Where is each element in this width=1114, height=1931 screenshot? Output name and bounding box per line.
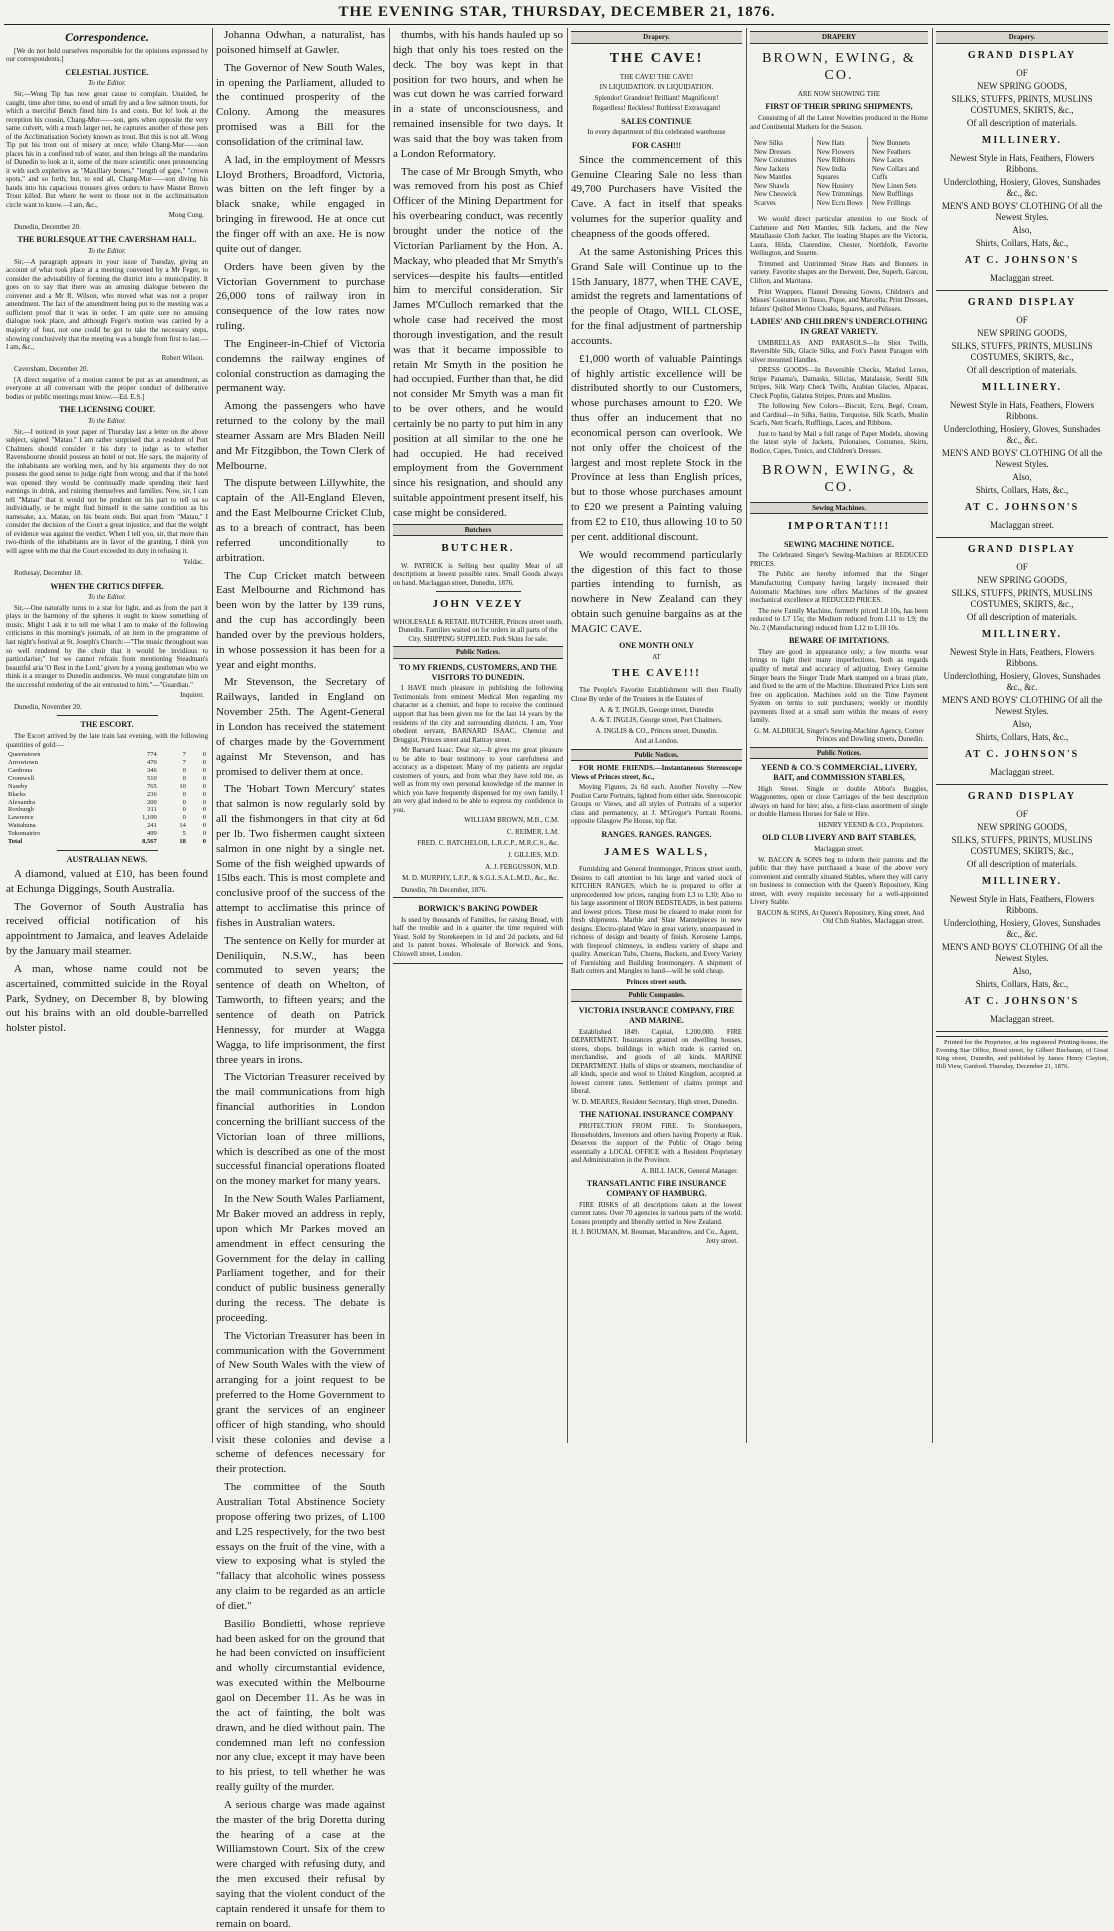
ad-line: Underclothing, Hosiery, Gloves, Sunshades &c., &c. xyxy=(943,423,1101,445)
johnson-ads xyxy=(936,50,1108,1033)
escort-value: 774 xyxy=(147,751,157,759)
trustee: A. & T. INGLIS, George street, Dunedin xyxy=(599,705,714,714)
letter-body: Sir,—I noticed in your paper of Thursday last a letter on the above subject, signed "Matau." I am rather surprised that a resident of Port Chalmers should consider it his duty to judge as to whether Ravensbourne should possess an hotel or not. He says, the majority of the inhabitants are working men, and by his arguments they do not possess the good sense to judge right from wrong; and that if the hotel was opened they would be continually made spending their hard earnings in drink, and ruining themselves and families. Now, sir, I can tell "Matau" that it would not be prudent on his part to tell us so individually, or he might find himself in the same condition as his namesake, a.s. Matau, on his beam ends. But apart from "Matau," I consider the decision of the Court a great injustice, and that the weight of evidence was against the verdict. When I tell you, sir, that more than two-thirds of the inhabitants are in favor of the granting, I think you will agree with me that the Court exceeded its duty in refusing it. xyxy=(6,427,208,555)
ad-line: In every department of this celebrated warehouse xyxy=(587,128,726,137)
news-item: The Governor of New South Wales, in opening the Parliament, alluded to the continued prosperity of the Colony. Among the measures promised was a Bill for the consolidation of the criminal law. xyxy=(216,61,385,148)
ad-line: Maclaggan street. xyxy=(990,766,1054,777)
ad-line: Maclaggan street. xyxy=(990,1014,1054,1025)
letter-body: Sir,—A paragraph appears in your issue of Tuesday, giving an account of what took place at a meeting convened by a Mr Feger, to consider the advisability of forming the district into a municipality. It goes on to say that there was an amusing dialogue between the convener and a Mr R. Wilson, who moved what was not a proper amendment. The fact of the amendment being put to the meeting was a sufficient proof that it was in order. I am quite sure no amusing dialogue took place, and although Feger's motion was carried by a majority of four, not one could be got to take the necessary steps, showing conclusively that the meeting was a bungle from first to last.—I am, &c., xyxy=(6,257,208,352)
news-item: The case of Mr Brough Smyth, who was removed from his post as Chief Officer of the Mining Department for his overbearing conduct, was recently brought under the notice of the Victorian Parliament by the Hon. A. Mackay, who pleaded that Mr Smyth's services—despite his faults—entitled him to merciful consideration. Sir James M'Culloch remarked that the whole case had received the most thorough investigation, and the result was that it became impossible to retain Mr Smyth in the position he had occupied. Further than that, he did not consider Mr Smyth was a man fit to be over others, and he would certainly be no party to put him in any position at all similar to the one he had occupied. He had received employment from the Government since his resignation, and should any suitable appointment present itself, his case might be considered. xyxy=(393,165,563,519)
trustee: And at London. xyxy=(634,737,679,746)
goods-item: New Silks xyxy=(754,139,783,148)
escort-place: Queenstown xyxy=(8,751,41,759)
goods-item: New Trimmings xyxy=(816,190,863,199)
letter-title: WHEN THE CRITICS DIFFER. xyxy=(50,581,164,591)
ad-line: OF xyxy=(1016,67,1028,78)
escort-place: Tokomairiro xyxy=(8,830,41,838)
ad-title: THE CAVE! xyxy=(609,50,704,66)
escort-value: 7 xyxy=(182,751,186,759)
escort-value: 311 xyxy=(147,806,157,814)
testimonial-date: Dunedin, 7th December, 1876. xyxy=(401,885,488,894)
escort-row xyxy=(6,751,208,759)
ad-line: ONE MONTH ONLY xyxy=(619,640,694,650)
news-item: A lad, in the employment of Messrs Lloyd Brothers, Broadford, Victoria, was bitten on the left finger by a black snake, while engaged in bringing in firewood. He at once cut the finger off with an axe. He is now quite out of danger. xyxy=(216,153,385,255)
escort-row xyxy=(6,806,208,814)
news-item: The dispute between Lillywhite, the captain of the All-England Eleven, and the East Melbourne Cricket Club, as to a breach of contract, has been referred unconditionally to arbitration. xyxy=(216,477,385,564)
ad-line: MEN'S AND BOYS' CLOTHING Of all the Newest Styles. xyxy=(941,694,1103,716)
ad-signature: H. J. BOUMAN, M. Bouman, Macandrew, and Co., Agent, Jetty street. xyxy=(571,1228,738,1245)
escort-row xyxy=(6,759,208,767)
escort-value: 200 xyxy=(147,798,157,806)
divider xyxy=(57,715,158,716)
ad-line: MILLINERY. xyxy=(981,134,1063,146)
column-australian-news xyxy=(216,28,385,1930)
goods-item: New Hats xyxy=(816,139,845,148)
ad-line: Also, xyxy=(1012,718,1032,729)
ad-body: Print Wrappers, Flannel Dressing Gowns, Children's and Misses' Costumes in Tusso, Pique, and Marcella; Print Dresses, Infants' Quilted Merino Cloaks, Squares, and Pelisses. xyxy=(750,287,928,313)
escort-row xyxy=(6,814,208,822)
escort-value: 0 xyxy=(182,790,186,798)
ad-body: At the same Astonishing Prices this Grand Sale will Continue up to the 15th January, 1877, when THE CAVE, amidst the regrets and lamentations of the people of Otago, WILL CLOSE, for the final adjustment of partnership accounts. xyxy=(571,245,742,347)
escort-value: 0 xyxy=(202,814,206,822)
ad-line: AT C. JOHNSON'S xyxy=(964,748,1080,760)
news-item: The Victorian Treasurer received by the mail communications from high financial authorities in London concerning the brilliant success of the Victorian loan of three millions, which is described as one of the most successful financial operations floated on the money market for many years. xyxy=(216,1071,385,1188)
column-rule xyxy=(212,28,213,1443)
news-item: thumbs, with his hands hauled up so high that only his toes rested on the deck. The boy was kept in that position for two hours, and when he was cut down he was carried forward in a state of unconsciousness, and remained insensible for two days. It was said that the boy was taken from a London Reformatory. xyxy=(393,29,563,160)
goods-item: New Bonnets xyxy=(871,139,910,148)
ad-line: Maclaggan street. xyxy=(990,272,1054,283)
ad-line: Of all description of materials. xyxy=(966,364,1078,375)
ad-line: NEW SPRING GOODS, xyxy=(976,574,1068,585)
ad-body: I HAVE much pleasure in publishing the following Testimonials from eminent Medical Men regarding my character as a chemist, and hope to receive the continued support that has been given me for the last 14 years by the residents of the city and surrounding districts. I am, Your obedient servant, BARNARD ISAAC, Chemist and Druggist, Princes street and Rattray street. xyxy=(393,684,563,744)
escort-row xyxy=(6,838,208,846)
letter-to: To the Editor. xyxy=(88,593,126,602)
escort-row xyxy=(6,775,208,783)
escort-row xyxy=(6,799,208,807)
news-item: The sentence on Kelly for murder at Deniliquin, N.S.W., has been commuted to seven years; the sentence of death on Whelton, of Tamworth, to fifteen years; and the sentence of death on Patrick Hennessy, for murder at Wagga Wagga, to life imprisonment, the first three years in irons. xyxy=(216,934,385,1066)
goods-item: New Ecru Bows xyxy=(816,198,863,207)
news-item: Among the passengers who have returned to the colony by the mail steamer Assam are Mrs Bladen Neill and Mr Fitzgibbon, the Town Clerk of Melbourne. xyxy=(216,400,385,472)
ad-line: ARE NOW SHOWING THE xyxy=(797,89,881,98)
ad-title: THE NATIONAL INSURANCE COMPANY xyxy=(579,1110,734,1120)
ad-line: AT C. JOHNSON'S xyxy=(964,254,1080,266)
escort-title: THE ESCORT. xyxy=(80,720,134,730)
escort-row xyxy=(6,783,208,791)
letter-body: Sir,—One naturally turns to a star for light, and as from the part it plays in the harmony of the spheres it ought to know something of music. Might I ask it to tell me what I am to make of the following criticisms in this morning's journals, of an item in the programme of last night's festival at St. Joseph's Church:—"The music throughout was so well rendered by the choir that it would be invidious to particularise;" but we cannot refrain from mentioning Steadman's beautiful aria 'O Rest in the Lord,' given by a young gentleman who we think is a stranger to Dunedin audiences. We must congratulate him on the successful rendering of the air entrusted to him."—"Guardian." xyxy=(6,603,208,689)
news-item: A serious charge was made against the master of the brig Doretta during the hearing of a case at the Williamstown Court. Six of the crew were charged with refusing duty, and the men excused their refusal by saying that the violent conduct of the captain rendered it unsafe for them to remain on board. xyxy=(216,1798,385,1930)
escort-place: Arrowtown xyxy=(8,758,38,766)
ad-title: IMPORTANT!!! xyxy=(787,520,891,533)
editor-note: [A direct negative of a motion cannot be put as an amendment, as everyone at all conversant with the proper conduct of deliberative bodies or public meetings must know.—Ed. E.S.] xyxy=(6,375,208,401)
goods-item: New Cheswick Scarves xyxy=(754,190,797,207)
escort-value: 0 xyxy=(202,782,206,790)
ad-body: The following New Colors—Biscuit, Ecru, Begé, Cream, and Cardinal—in Silks, Satins, Turquoise, Silk Scarfs, Muslin Scarfs, Nett Scarfs, Rufflings, Laces, and Ribbons. xyxy=(750,402,928,428)
ad-line: IN LIQUIDATION. IN LIQUIDATION. xyxy=(599,83,714,92)
ad-title: FOR HOME FRIENDS.—Instantaneous Stereoscope Views of Princes street, &c., xyxy=(571,764,742,781)
escort-value: 0 xyxy=(202,758,206,766)
goods-item: New Collars and Cuffs xyxy=(871,164,919,182)
goods-list xyxy=(750,137,928,209)
letter-signature: Yeldac. xyxy=(183,557,204,566)
news-item: A man, whose name could not be ascertained, committed suicide in the Royal Park, Sydney, on December 8, by blowing out his brains with an old double-barrelled holster pistol. xyxy=(6,962,208,1035)
ad-title: BORWICK'S BAKING POWDER xyxy=(418,904,538,914)
ad-line: NEW SPRING GOODS, xyxy=(976,822,1068,833)
letter-signature: Inquirer. xyxy=(180,691,204,700)
escort-row xyxy=(6,822,208,830)
escort-place: Cromwell xyxy=(8,774,34,782)
escort-value: 18 xyxy=(179,838,186,846)
ad-body: £1,000 worth of valuable Paintings of highly artistic excellence will be distributed shortly to our Customers, whose purchases amount to £20. We thus offer an inducement that no economical person can overlook. We not only offer the choicest of the largest and most replete Stock in the Province at less than English prices, but to those whose purchases amount to £20 we present a Painting valuing from £2 to £10, thus allowing 10 to 50 per cent. additional discount. xyxy=(571,352,742,543)
ad-title: BROWN, EWING, & CO. xyxy=(762,50,916,83)
ad-line: Underclothing, Hosiery, Gloves, Sunshades &c., &c. xyxy=(943,670,1101,692)
section-bar-companies: Public Companies. xyxy=(571,989,742,1002)
ad-line: MILLINERY. xyxy=(981,875,1063,887)
column-correspondence xyxy=(6,28,208,1443)
johnson-ad xyxy=(936,544,1108,785)
escort-value: 510 xyxy=(147,774,157,782)
section-heading: Correspondence. xyxy=(65,30,149,44)
letter-date: Dunedin, December 20. xyxy=(14,222,81,231)
ad-line: Of all description of materials. xyxy=(966,858,1078,869)
column-rule xyxy=(932,28,933,1443)
ad-title: GRAND DISPLAY xyxy=(967,49,1077,61)
testimonial-signature: A. J. FERGUSSON, M.D. xyxy=(485,862,559,871)
column-johnson xyxy=(936,28,1108,1443)
column-rule xyxy=(389,28,390,1443)
ad-line: SILKS, STUFFS, PRINTS, MUSLINS COSTUMES, SKIRTS, &c., xyxy=(951,835,1093,856)
ad-line: Newest Style in Hats, Feathers, Flowers Ribbons. xyxy=(949,647,1095,668)
escort-value: 0 xyxy=(202,790,206,798)
ad-line: Shirts, Collars, Hats, &c., xyxy=(975,484,1069,495)
johnson-ad xyxy=(936,297,1108,538)
ad-title: TO MY FRIENDS, CUSTOMERS, AND THE VISITORS TO DUNEDIN. xyxy=(399,662,557,682)
ad-line: NEW SPRING GOODS, xyxy=(976,327,1068,338)
ad-line: Regardless! Reckless! Ruthless! Extravagant! xyxy=(592,104,721,113)
johnson-ad xyxy=(936,50,1108,291)
letter-date: Dunedin, November 20. xyxy=(14,702,82,711)
ad-body: FIRE RISKS of all descriptions taken at the lowest current rates. Over 70 agencies in various parts of the world. Losses promptly and liberally settled in New Zealand. xyxy=(571,1200,742,1226)
letter-body: Sir,—Wong Tip has now great cause to complain. Unaided, he caught, time after time, no end of small fry and a few salmon trouts, for which a merciful Bench fined him 1s and costs. But lo! look at the reception his cousin, Chang-Mur——son, gets when opposite the very same culvert, with a much larger net, he captures another of those pets of the Acclimatisation Society known as trout. But this is not all. Wong Tip put his trout out of misery at once; while Chang-Mur——son places his in a confined tub of water, and then brings all the mandarins of Dunedin to look at it, some of the more scientific ones pronouncing it with such expletives as "Maxillary bones," "length of gape," "crown spots," and so forth; but, to end all, Chang-Mur——son diving his hands into his capacious trousers gives orders to have Master Brown Trout killed. But where he went to those not in the acclimatisation circle want to know.—I am, &c., xyxy=(6,89,208,209)
ad-title: TRANSATLANTIC FIRE INSURANCE COMPANY OF HAMBURG. xyxy=(586,1179,727,1198)
ad-body: Just to hand by Mail a full range of Paper Models, showing the latest style of Jackets, Polonaises, Costumes, Skirts, Bodice, Capes, Tunics, and Children's Dresses. xyxy=(750,429,928,455)
ad-title: OLD CLUB LIVERY AND BAIT STABLES, xyxy=(762,833,916,843)
escort-value: 346 xyxy=(147,766,157,774)
escort-value: 0 xyxy=(182,798,186,806)
ad-line: OF xyxy=(1016,561,1028,572)
section-bar-drapery: DRAPERY xyxy=(750,31,928,44)
goods-item: New Frillings xyxy=(871,198,911,207)
section-bar-notices: Public Notices. xyxy=(393,646,563,659)
escort-value: 0 xyxy=(202,766,206,774)
letter-title: THE BURLESQUE AT THE CAVERSHAM HALL. xyxy=(17,235,197,245)
escort-place: Alexandra xyxy=(8,798,36,806)
ad-line: SEWING MACHINE NOTICE. xyxy=(783,539,894,549)
news-item: Basilio Bondietti, whose reprieve had been asked for on the ground that he had been convicted on insufficient and wholly circumstantial evidence, was executed within the Melbourne gaol on December 11. As he was in the act of fainting, the bolt was drawn, and he died without pain. The condemned man left no confession nor any clue, except it may have been to his priest, to tell whether he was really guilty of the murder. xyxy=(216,1617,385,1794)
divider xyxy=(436,591,521,592)
ad-line: SILKS, STUFFS, PRINTS, MUSLINS COSTUMES, SKIRTS, &c., xyxy=(951,93,1093,115)
ad-line: AT xyxy=(652,652,661,661)
ad-signature: HENRY YEEND & CO., Proprietors. xyxy=(818,820,924,829)
section-bar-notices: Public Notices. xyxy=(571,749,742,762)
escort-place: Blacks xyxy=(8,790,26,798)
goods-item: New India Squares xyxy=(816,164,847,182)
ad-body: They are good in appearance only; a few months wear brings to light their many imperfections, both as regards quality of metal and accuracy of adjusting. Every Genuine Singer bears the Singer Trade Mark stamped on a brass plate, and fixed to the arm of the Machine. Illustrated Price Lists sent free on application. Machines sold on the Time Payment System on terms to suit purchasers; weekly or monthly payments fixed at a small sum within the means of every family. xyxy=(750,647,928,725)
ad-body: Established 1849. Capital, L200,000. FIRE DEPARTMENT. Insurances granted on dwelling houses, stores, shops, buildings in which trade is carried on, merchandise, and goods of all kinds. MARINE DEPARTMENT. Hulls of ships or steamers, merchandise of all kinds, specie and wool to United Kingdom, accepted at lowest current rates. Settlement of claims prompt and liberal. xyxy=(571,1027,742,1096)
ad-line: MILLINERY. xyxy=(981,381,1063,393)
news-title: AUSTRALIAN NEWS. xyxy=(66,855,148,865)
escort-value: 765 xyxy=(147,782,157,790)
escort-value: 0 xyxy=(202,838,206,846)
column-butchers-notices xyxy=(393,28,563,1443)
goods-item: New Feathers xyxy=(871,147,911,156)
ad-line: BEWARE OF IMITATIONS. xyxy=(788,636,890,646)
testimonial-signature: FRED. C. BATCHELOR, L.R.C.P., M.R.C.S., &c. xyxy=(417,839,559,848)
ad-line: SILKS, STUFFS, PRINTS, MUSLINS COSTUMES, SKIRTS, &c., xyxy=(951,587,1093,609)
goods-item: New Laces xyxy=(871,156,904,165)
column-brown-ewing xyxy=(750,28,928,1443)
ad-line: LADIES' AND CHILDREN'S UNDERCLOTHING IN GREAT VARIETY. xyxy=(750,317,928,336)
news-item: A diamond, valued at £10, has been found at Echunga Diggings, South Australia. xyxy=(6,867,208,895)
letter-to: To the Editor. xyxy=(88,417,126,425)
ad-line: FOR CASH!!! xyxy=(631,141,682,151)
ad-body: Furnishing and General Ironmonger, Princes street south, Desires to call attention to his large and varied stock of KITCHEN RANGES, which he is prepared to offer at unprecedented low prices, ranging from L3 to L30; Also to his large assortment of IRON BEDSTEADS, in best patterns and lowest prices. These must be cleared to make room for fresh shipments. Marble and Slate Mantelpieces in new designs. Electro-plated Ware in great variety, unsurpassed in richness of design and beauty of finish. Kerosene Lamps, with fireproof chimneys, in endless variety of shape and quality. American Tubs, Churns, Buckets, and Every Variety of Furnishing and Building Ironmongery. A shipment of Bath cutters and Mangles to hand—will be sold cheap. xyxy=(571,865,742,976)
ad-line: Maclaggan street. xyxy=(814,845,864,854)
escort-value: 236 xyxy=(147,790,157,798)
ad-body: DRESS GOODS—In Reversible Checks, Marled Lenos, Stripe Panama's, Damasks, Silicias, Matalassie, Serdil Silk Stripes, Silk Warp Check Twills, Arabian Glacies, Alpacas, Check Poplin, Galatea Stripes, Prints and Muslins. xyxy=(750,366,928,400)
escort-value: 0 xyxy=(202,798,206,806)
escort-value: 0 xyxy=(202,822,206,830)
goods-item: New Linen Sets xyxy=(871,181,917,190)
news-item: The 'Hobart Town Mercury' states that salmon is now regularly sold by all the fishmongers in that city at 6d per lb. Two fishermen caught sixteen salmon in one night by a single net. Some of the fish weighed upwards of 15lbs each. This is most complete and conclusive proof of the success of the attempt to acclimatise this prince of fishes in Australian waters. xyxy=(216,783,385,929)
goods-item: New Mantles xyxy=(754,173,792,182)
column-cave-notices xyxy=(571,28,742,1443)
ad-signature: W. D. MEARES, Resident Secretary, High street, Dunedin. xyxy=(572,1097,738,1106)
goods-item: New Jackets xyxy=(754,164,790,173)
escort-value: 1,100 xyxy=(142,814,157,822)
news-item: The Governor of South Australia has received official notification of his appointment to Jamaica, and leaves Adelaide by the January mail steamer. xyxy=(6,900,208,958)
trustee: A. & T. INGLIS, George street, Port Chalmers. xyxy=(590,716,723,725)
section-bar-drapery: Drapery. xyxy=(936,31,1108,44)
letter-title: THE LICENSING COURT. xyxy=(59,405,155,415)
escort-row xyxy=(6,791,208,799)
letter-title: CELESTIAL JUSTICE. xyxy=(65,67,149,77)
ad-line: Also, xyxy=(1012,965,1032,976)
ad-title: JAMES WALLS, xyxy=(603,845,710,858)
escort-place: Naseby xyxy=(8,782,28,790)
escort-value: 0 xyxy=(182,806,186,814)
goods-item: New Ribbons xyxy=(816,156,856,165)
news-item: Johanna Odwhan, a naturalist, has poisoned himself at Gawler. xyxy=(216,29,385,56)
ad-line: Maclaggan street. xyxy=(990,519,1054,530)
ad-body: Moving Figures, 2s 6d each. Another Novelty —New Pouliot Carte Portraits, lighted from either side. Stereoscopic Groups or Views, and all styles of Portraits of a superior class and permanency, at J. M'Gregor's Portrait Rooms, opposite Glasgow Pie House, top flat. xyxy=(571,783,742,826)
escort-value: 5 xyxy=(182,830,186,838)
masthead-rule xyxy=(4,24,1110,25)
ad-line: Shirts, Collars, Hats, &c., xyxy=(975,731,1069,742)
ad-line: Splendor! Grandeur! Brilliant! Magnificent! xyxy=(594,93,719,102)
escort-place: Cardrona xyxy=(8,766,33,774)
printer-imprint: Printed for the Proprietor, at his registered Printing-house, the Evening Star Office, Bond street, by Gilbert Buchanan, of Great King street, Dunedin, and published by James Henry Clayton, Hill View, Ganford. Thursday, December 21, 1876. xyxy=(936,1036,1108,1071)
ad-body: WHOLESALE & RETAIL BUTCHER, Princes street south, Dunedin. Families waited on for orders in all parts of the City. SHIPPING SUPPLIED. Pork Skins for sale. xyxy=(393,617,563,643)
escort-place: Total xyxy=(8,838,23,846)
ad-body: W. BACON & SONS beg to inform their patrons and the public that they have purchased a lease of the above very convenient and centrally situated Stables, where they will carry on business in connection with the Queen's Repository, King street, with every requisite necessary for a well-appointed Livery Stable. xyxy=(750,855,928,907)
ad-body: UMBRELLAS AND PARASOLS—In Shot Twills, Reversible Silk, Glacie Silks, and Fox's Patent Paragon with silver mounted Handles. xyxy=(750,338,928,364)
escort-value: 8,567 xyxy=(142,838,157,846)
letter-date: Caversham, December 20. xyxy=(14,365,89,374)
escort-body: The Escort arrived by the late train last evening, with the following quantities of gold:— xyxy=(6,731,208,749)
ad-line: MEN'S AND BOYS' CLOTHING Of all the Newest Styles. xyxy=(941,200,1103,222)
ad-title: VICTORIA INSURANCE COMPANY, FIRE AND MARINE. xyxy=(578,1006,735,1025)
ad-line: Newest Style in Hats, Feathers, Flowers Ribbons. xyxy=(949,894,1095,916)
ad-body: The Celebrated Singer's Sewing-Machines at REDUCED PRICES. xyxy=(750,551,928,568)
section-bar-sewing: Sewing Machines. xyxy=(750,502,928,515)
ad-line: MEN'S AND BOYS' CLOTHING Of all the Newest Styles. xyxy=(941,942,1103,963)
escort-value: 241 xyxy=(147,822,157,830)
ad-line: SALES CONTINUE xyxy=(621,116,692,126)
column-rule xyxy=(746,28,747,1443)
ad-body: High Street. Single or double Abbot's Buggies, Waggonettes, open or close Carriages of the best description always on hand for hire; also, a first-class assortment of single or double Harness Horses for Sale or Hire. xyxy=(750,784,928,819)
testimonial-signature: M. D. MURPHY, L.F.P., & S.G.L.S.A.L.M.D., &c., &c. xyxy=(402,874,559,883)
ad-body: We would recommend particularly the digestion of this fact to those parties intending to furnish, as nowhere in New Zealand can they obtain such genuine bargains as at the MAGIC CAVE. xyxy=(571,548,742,635)
letter-signature: Robert Wilson. xyxy=(161,353,204,362)
news-item: The Victorian Treasurer has been in communication with the Government of New South Wales with the view of arranging for a joint request to be preferred to the Home Government to grant the services of an engineer officer of high standing, who should visit these colonies and devise a scheme of defences necessary for their protection. xyxy=(216,1329,385,1476)
escort-value: 0 xyxy=(182,766,186,774)
ad-title: GRAND DISPLAY xyxy=(967,543,1077,555)
news-item: In the New South Wales Parliament, Mr Baker moved an address in reply, upon which Mr Parkes moved an amendment in effect censuring the Government for the delay in calling Parliament together, and for their conduct of public business generally during the recess. The debate is proceeding. xyxy=(216,1193,385,1324)
section-bar-drapery: Drapery. xyxy=(571,31,742,44)
ad-title: THE CAVE!!! xyxy=(612,667,701,680)
ad-line: Of all description of materials. xyxy=(966,117,1078,128)
ad-title: BROWN, EWING, & CO. xyxy=(762,462,916,495)
column-rule xyxy=(567,28,568,1443)
ad-line: Underclothing, Hosiery, Gloves, Sunshades &c., &c. xyxy=(943,918,1101,940)
escort-row xyxy=(6,767,208,775)
news-item: The Engineer-in-Chief of Victoria condemns the railway engines of colonial construction as damaging the permanent way. xyxy=(216,337,385,395)
ad-title: RANGES. RANGES. RANGES. xyxy=(601,829,712,839)
escort-place: Lawrence xyxy=(8,814,34,822)
ad-line: Also, xyxy=(1012,471,1032,482)
ad-body: W. PATRICK is Selling best quality Meat of all descriptions at lowest possible rates. Small Goods always on hand. Maclaggan street, Dunedin, 1876. xyxy=(393,561,563,587)
escort-value: 0 xyxy=(202,751,206,759)
ad-body: The Public are hereby informed that the Singer Manufacturing Company having largely increased their Automatic Machines now offers Machines of the greatest mechanical excellence at REDUCED PRICES. xyxy=(750,570,928,605)
testimonial-signature: C. REIMER, L.M. xyxy=(506,827,559,836)
divider xyxy=(57,850,158,851)
escort-value: 499 xyxy=(147,830,157,838)
ad-signature: A. BILL JACK, General Manager. xyxy=(641,1166,738,1175)
letter-to: To the Editor. xyxy=(88,247,126,256)
escort-value: 14 xyxy=(179,822,186,830)
testimonial-signature: WILLIAM BROWN, M.B., C.M. xyxy=(464,816,559,825)
ad-title: GRAND DISPLAY xyxy=(967,296,1077,308)
escort-value: 0 xyxy=(182,774,186,782)
ad-line: Princes street south. xyxy=(626,977,687,986)
ad-body: The People's Favorite Establishment will then Finally Close By order of the Trustees in the Estates of xyxy=(571,686,742,703)
ad-signature: G. M. ALDRICH, Singer's Sewing-Machine Agency, Corner Princes and Dowling streets, Dunedin. xyxy=(754,726,924,744)
ad-body: We would direct particular attention to our Stock of Cashmere and Nett Mantles, Silk Jackets, and the New Matallassie Cloth Jacket. The leading Shapes are the Victoria, Laura, Hilda, Clarendine, Chester, Northfolk, Favorite Wellington, and Susette. xyxy=(750,215,928,258)
testimonial: Mr Barnard Isaac. Dear sir,—It gives me great pleasure to be able to bear testimony to your carefulness and accuracy as a dispenser. Many of my patients are regular customers of yours, and from what they have told me, as well as from my own personal knowledge of the manner in which you have frequently dispensed for my own family, I am very glad indeed to be able to express my confidence in you. xyxy=(393,746,563,814)
johnson-ad xyxy=(936,791,1108,1032)
news-item: The committee of the South Australian Total Abstinence Society propose offering two prizes, of L100 and L25 respectively, for the two best essays on the fruit of the vine, with a view to exposing what is styled the "fallacy that alcoholic wines possess any claim to be regarded as an article of diet." xyxy=(216,1481,385,1612)
goods-item: New Shawls xyxy=(754,181,790,190)
ad-line: Newest Style in Hats, Feathers, Flowers Ribbons. xyxy=(949,399,1095,421)
section-bar-butchers: Butchers xyxy=(393,524,563,537)
escort-value: 0 xyxy=(202,774,206,782)
ad-line: NEW SPRING GOODS, xyxy=(976,80,1068,91)
news-item: Mr Stevenson, the Secretary of Railways, landed in England on November 25th. The Agent-General in London has received the statement of charges made by the Government against Mr Stevenson, and has promised to deliver them at once. xyxy=(216,676,385,778)
trustee: A. INGLIS & CO., Princes street, Dunedin. xyxy=(595,726,718,735)
escort-value: 470 xyxy=(147,758,157,766)
ad-line: THE CAVE! THE CAVE! xyxy=(619,72,694,81)
ad-title: GRAND DISPLAY xyxy=(967,790,1077,802)
escort-value: 0 xyxy=(202,830,206,838)
ad-line: OF xyxy=(1016,314,1028,325)
letter-date: Rothesay, December 18. xyxy=(14,569,83,578)
ad-line: AT C. JOHNSON'S xyxy=(964,501,1080,513)
ad-line: MEN'S AND BOYS' CLOTHING Of all the Newest Styles. xyxy=(941,447,1103,469)
ad-line: MILLINERY. xyxy=(981,628,1063,640)
ad-line: Of all description of materials. xyxy=(966,611,1078,622)
escort-place: Roxburgh xyxy=(8,806,34,814)
ad-line: Shirts, Collars, Hats, &c., xyxy=(975,237,1069,248)
section-bar-notices: Public Notices. xyxy=(750,747,928,760)
ad-line: OF xyxy=(1016,809,1028,820)
letter-signature: Mong Cung. xyxy=(168,211,204,220)
ad-line: SILKS, STUFFS, PRINTS, MUSLINS COSTUMES, SKIRTS, &c., xyxy=(951,340,1093,362)
ad-line: Underclothing, Hosiery, Gloves, Sunshades &c., &c. xyxy=(943,176,1101,198)
goods-item: New Costumes xyxy=(754,156,797,165)
escort-value: 0 xyxy=(182,814,186,822)
ad-title: YEEND & CO.'S COMMERCIAL, LIVERY, BAIT, and COMMISSION STABLES, xyxy=(761,763,917,783)
goods-item: New Hosiery xyxy=(816,181,854,190)
testimonial-signature: J. GILLIES, M.D. xyxy=(508,850,559,859)
ad-body: Consisting of all the Latest Novelties produced in the Home and Continental Markets for the Season. xyxy=(750,113,928,131)
escort-value: 0 xyxy=(202,806,206,814)
ad-line: Newest Style in Hats, Feathers, Flowers Ribbons. xyxy=(949,152,1095,174)
ad-line: AT C. JOHNSON'S xyxy=(964,995,1080,1007)
ad-title: JOHN VEZEY xyxy=(432,598,524,611)
goods-item: New Dresses xyxy=(754,147,791,156)
ad-body: Since the commencement of this Genuine Clearing Sale no less than 49,700 Purchasers have Visited the Cave. A fact in itself that speaks volumes for the superior quality and cheapness of the goods offered. xyxy=(571,153,742,240)
news-item: Orders have been given by the Victorian Government to purchase 26,000 tons of railway iron in consequence of the low rates now ruling. xyxy=(216,260,385,333)
ad-signature: BACON & SONS, At Queen's Repository, King street, And Old Club Stables, Maclaggan street. xyxy=(756,908,924,926)
ad-body: The new Family Machine, formerly priced L8 10s, has been reduced to L7 15s; the Medium reduced from L11 to L9; the No. 2 (Manufacturing) reduced from L12 to L10 10s. xyxy=(750,606,928,632)
letter-to: To the Editor. xyxy=(88,79,126,88)
ad-body: Trimmed and Untrimmed Straw Hats and Bonnets in variety. Favorite shapes are the Derwent, Dee, Superb, Garcon, Clifton, and Maritana. xyxy=(750,259,928,285)
ad-body: PROTECTION FROM FIRE. To Storekeepers, Householders, Investors and others having Property at Risk. Deserves the support of the Public of Otago being essentially a LOCAL OFFICE with a Resident Proprietary and Administration in the Province. xyxy=(571,1122,742,1165)
ad-body: Is used by thousands of Families, for raising Bread, with half the trouble and in a quarter the time required with Yeast. Sold by Storekeepers in 1d and 2d packets, and 6d and 1s patent boxes. Wholesale of Borwick and Sons, Chiswell street, London. xyxy=(393,915,563,958)
escort-place: Waitahuna xyxy=(8,822,36,830)
gold-escort-table xyxy=(6,751,208,846)
goods-item: New Rufflings xyxy=(871,190,914,199)
ad-line: FIRST OF THEIR SPRING SHIPMENTS, xyxy=(765,102,913,112)
goods-item: New Flowers xyxy=(816,147,855,156)
escort-value: 7 xyxy=(182,758,186,766)
ad-title: BUTCHER. xyxy=(441,542,515,555)
ad-line: Also, xyxy=(1012,224,1032,235)
news-item: The Cup Cricket match between East Melbourne and Richmond has been won by the latter by 139 runs, and the cup has accordingly been handed over by the previous holders, in whose possession it has been for a year and eight months. xyxy=(216,569,385,671)
ad-line: Shirts, Collars, Hats, &c., xyxy=(975,978,1069,989)
masthead: THE EVENING STAR, THURSDAY, DECEMBER 21, 1876. xyxy=(338,4,776,20)
escort-value: 10 xyxy=(179,782,186,790)
editor-note: [We do not hold ourselves responsible for the opinions expressed by our correspondents.] xyxy=(6,46,208,64)
escort-row xyxy=(6,830,208,838)
